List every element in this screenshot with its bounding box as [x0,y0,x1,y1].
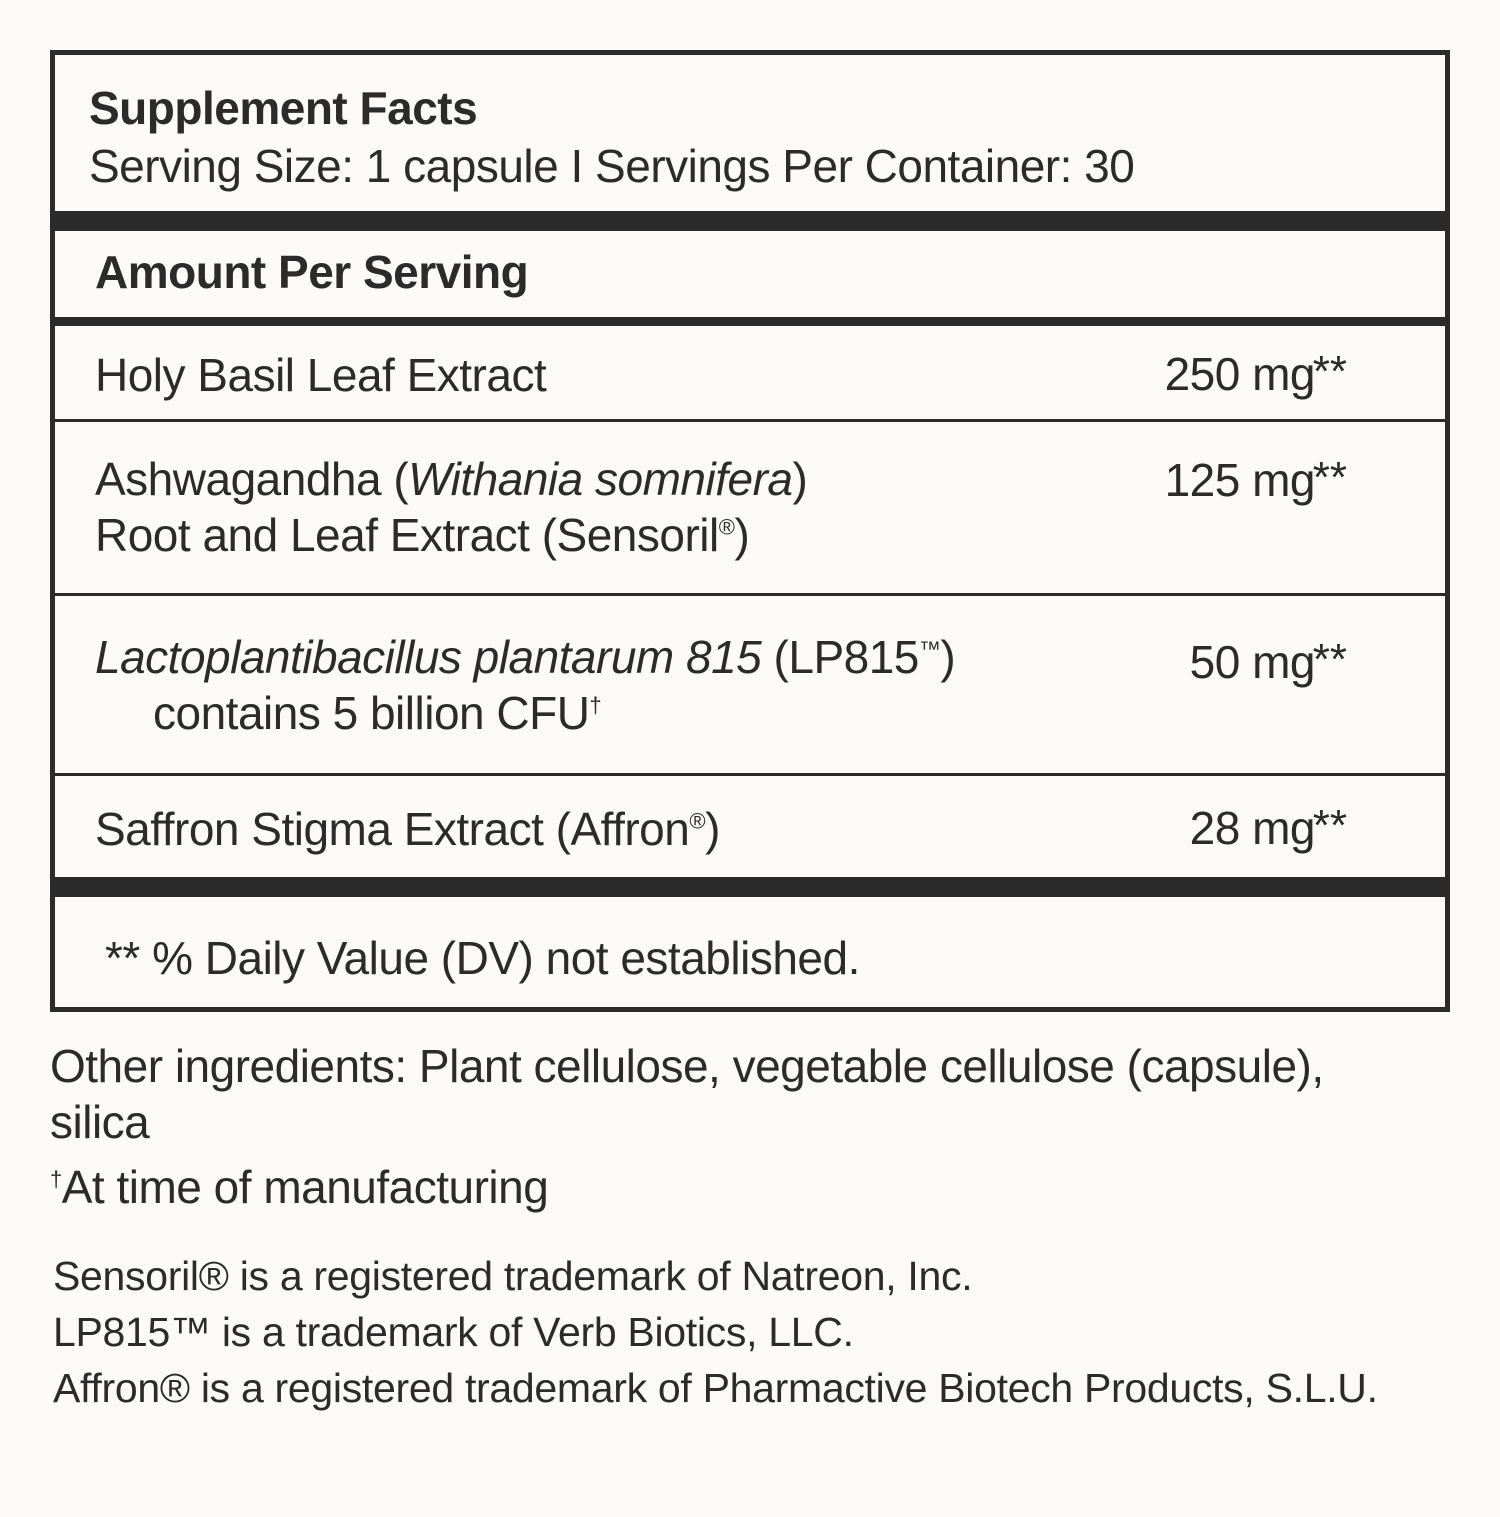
dv-marker: ** [1312,347,1347,396]
latin-name: Lactoplantibacillus plantarum 815 [95,631,762,683]
dagger-note [50,1160,548,1214]
ingredient-name: Holy Basil Leaf Extract [95,349,547,401]
dv-marker: ** [1312,801,1347,850]
text: contains 5 billion CFU [153,687,590,739]
text: ) [940,631,956,683]
amount-value: 50 mg [1189,636,1315,688]
row-divider [55,419,1445,422]
text: ) [734,509,750,561]
text: ) [792,453,808,505]
latin-name: Withania somnifera [408,453,793,505]
ingredient-amount [995,347,1315,401]
medium-divider [55,317,1445,326]
trademark-notice: Affron® is a registered trademark of Pharmactive Biotech Products, S.L.U. [53,1365,1378,1411]
trademark-notice: Sensoril® is a registered trademark of Natreon, Inc. [53,1253,973,1299]
text: At time of manufacturing [61,1161,549,1213]
text: (LP815 [761,631,919,683]
dagger-mark: † [50,1166,62,1192]
dv-footnote: ** % Daily Value (DV) not established. [105,932,860,984]
ingredient-name-line1 [95,451,807,507]
dv-marker: ** [1312,635,1347,684]
ingredient-name-line2 [153,685,601,741]
ingredient-amount [995,453,1315,507]
ingredient-name-line2 [95,507,749,563]
amount-value: 125 mg [1164,454,1315,506]
registered-mark: ® [718,514,735,540]
other-ingredients: Other ingredients: Plant cellulose, vegetable cellulose (capsule), silica [50,1040,1324,1148]
row-divider [55,593,1445,596]
trademark-notice: LP815™ is a trademark of Verb Biotics, LLC. [53,1309,854,1355]
dagger-mark: † [589,692,602,718]
thick-divider [55,211,1445,231]
amount-per-serving-header: Amount Per Serving [95,246,529,298]
panel-title: Supplement Facts [89,82,478,134]
ingredient-amount [995,801,1315,855]
registered-mark: ® [689,808,706,834]
ingredient-amount [995,635,1315,689]
dv-marker: ** [1312,453,1347,502]
trademark-notices [53,1248,1393,1416]
supplement-facts-panel [50,50,1450,1012]
text: Root and Leaf Extract (Sensoril [95,509,719,561]
amount-value: 250 mg [1164,348,1315,400]
row-divider [55,773,1445,776]
text: Saffron Stigma Extract (Affron [95,803,690,855]
text: Ashwagandha ( [95,453,409,505]
amount-value: 28 mg [1189,802,1315,854]
ingredient-name [95,801,720,857]
ingredient-name-line1 [95,629,955,685]
serving-info: Serving Size: 1 capsule I Servings Per Container: 30 [89,140,1135,192]
text: ) [705,803,720,855]
trademark-mark: ™ [918,636,941,662]
thick-divider [55,877,1445,897]
